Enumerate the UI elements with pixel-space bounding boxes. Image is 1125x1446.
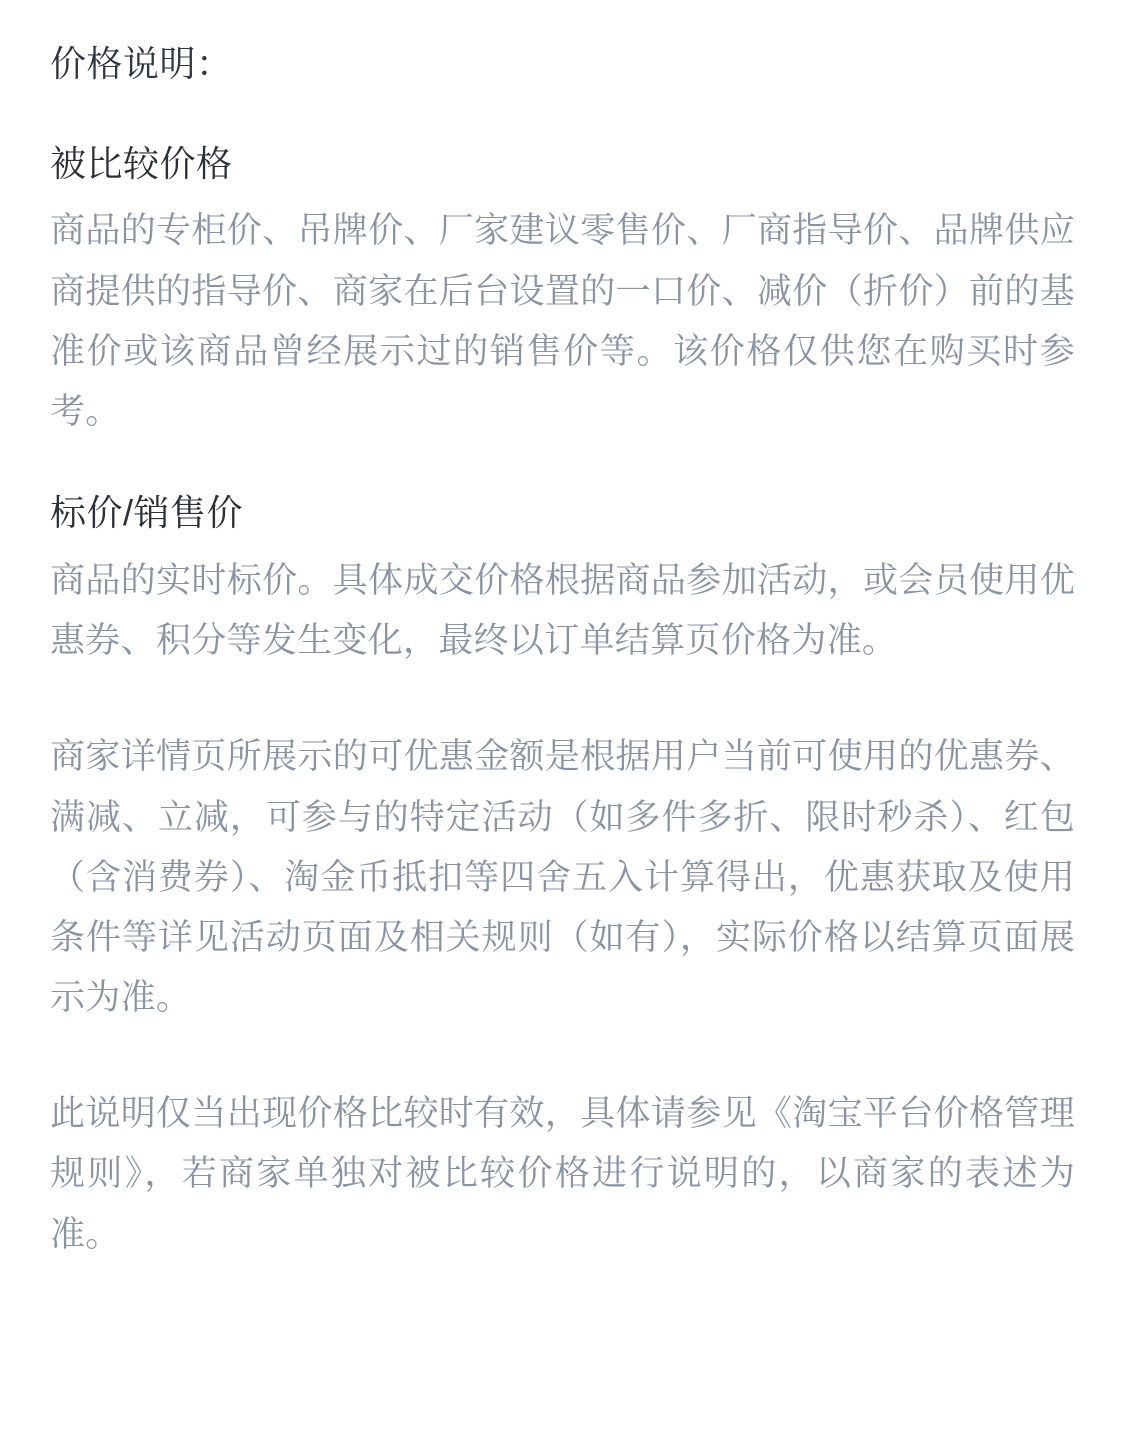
section-compared-price <box>50 141 1075 443</box>
section-paragraph-listed-price-2: 商家详情页所展示的可优惠金额是根据用户当前可使用的优惠券、满减、立减，可参与的特定活动（如多件多折、限时秒杀）、红包（含消费券）、淘金币抵扣等四舍五入计算得出，优惠获取及使用条件等详见活动页面及相关规则（如有），实际价格以结算页面展示为准。 <box>50 737 1075 1018</box>
section-paragraph-compared-price: 商品的专柜价、吊牌价、厂家建议零售价、厂商指导价、品牌供应商提供的指导价、商家在后台设置的一口价、减价（折价）前的基准价或该商品曾经展示过的销售价等。该价格仅供您在购买时参考。 <box>50 211 1075 431</box>
page-title: 价格说明： <box>50 43 233 84</box>
section-listed-price <box>50 490 1075 1265</box>
section-heading-compared-price: 被比较价格 <box>50 142 233 184</box>
section-paragraph-listed-price-3: 此说明仅当出现价格比较时有效，具体请参见《淘宝平台价格管理规则》，若商家单独对被比较价格进行说明的，以商家的表述为准。 <box>50 1094 1075 1254</box>
section-heading-listed-price: 标价/销售价 <box>50 492 244 534</box>
section-paragraph-listed-price-1: 商品的实时标价。具体成交价格根据商品参加活动，或会员使用优惠券、积分等发生变化，最终以订单结算页价格为准。 <box>50 560 1075 661</box>
